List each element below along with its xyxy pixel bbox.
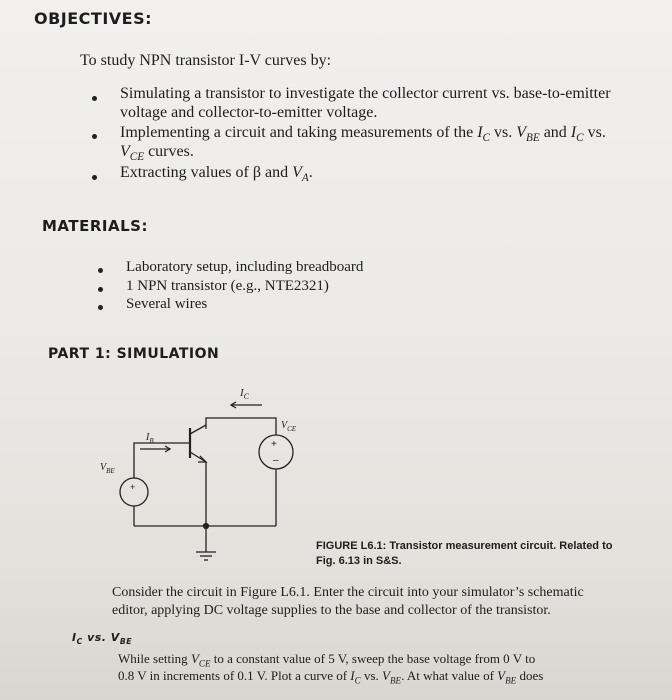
subheading-ic-vs-vbe: $I_C$ vs. $V_{BE}$ — [72, 631, 132, 647]
objective-3: Extracting values of β and $V_A$. — [120, 164, 313, 185]
figure-caption-line2: Fig. 6.13 in S&S. — [316, 555, 402, 567]
objectives-intro: To study NPN transistor I-V curves by: — [80, 52, 332, 69]
bullet-dot — [92, 134, 97, 139]
material-item: Several wires — [126, 296, 208, 312]
collector-wire — [206, 418, 276, 435]
objectives-heading: OBJECTIVES: — [34, 9, 153, 28]
transistor-circuit-diagram — [100, 380, 330, 580]
ib-label: $I_B$ — [146, 432, 154, 445]
figure-caption: FIGURE L6.1: Transistor measurement circuit. Related to — [316, 540, 613, 552]
material-item: 1 NPN transistor (e.g., NTE2321) — [126, 278, 329, 294]
material-item: Laboratory setup, including breadboard — [126, 259, 364, 275]
vce-minus: – — [273, 455, 279, 466]
objective-1-line2: voltage and collector-to-emitter voltage. — [120, 104, 378, 121]
bullet-dot — [92, 96, 97, 101]
vce-plus: + — [271, 439, 277, 450]
vbe-label: $V_{BE}$ — [100, 462, 115, 475]
instructions-line2: editor, applying DC voltage supplies to the base and collector of the transistor. — [112, 603, 551, 618]
transistor-collector — [190, 425, 206, 434]
bullet-dot — [98, 287, 103, 292]
ic-label: $I_C$ — [240, 387, 250, 401]
bullet-dot — [98, 305, 103, 310]
materials-heading: MATERIALS: — [42, 217, 148, 235]
objective-1-line1: Simulating a transistor to investigate the collector current vs. base-to-emitter — [120, 85, 611, 102]
base-wire — [134, 443, 190, 478]
objective-2-line2: $V_{CE}$ curves. — [120, 143, 194, 164]
junction-dot — [204, 524, 209, 529]
task-line1: While setting $V_{CE}$ to a constant value of 5 V, sweep the base voltage from 0 V to — [118, 651, 536, 669]
task-line2: 0.8 V in increments of 0.1 V. Plot a curve of $I_C$ vs. $V_{BE}$. At what value of $V_{BE}$ does — [118, 668, 544, 686]
vbe-plus: + — [130, 482, 136, 492]
bullet-dot — [92, 175, 97, 180]
bullet-dot — [98, 268, 103, 273]
vce-label: $V_{CE}$ — [281, 420, 297, 433]
objective-2-line1: Implementing a circuit and taking measurements of the $I_C$ vs. $V_{BE}$ and $I_C$ vs. — [120, 124, 606, 145]
instructions-line1: Consider the circuit in Figure L6.1. Enter the circuit into your simulator’s schematic — [112, 585, 584, 600]
part1-heading: PART 1: SIMULATION — [48, 346, 220, 362]
